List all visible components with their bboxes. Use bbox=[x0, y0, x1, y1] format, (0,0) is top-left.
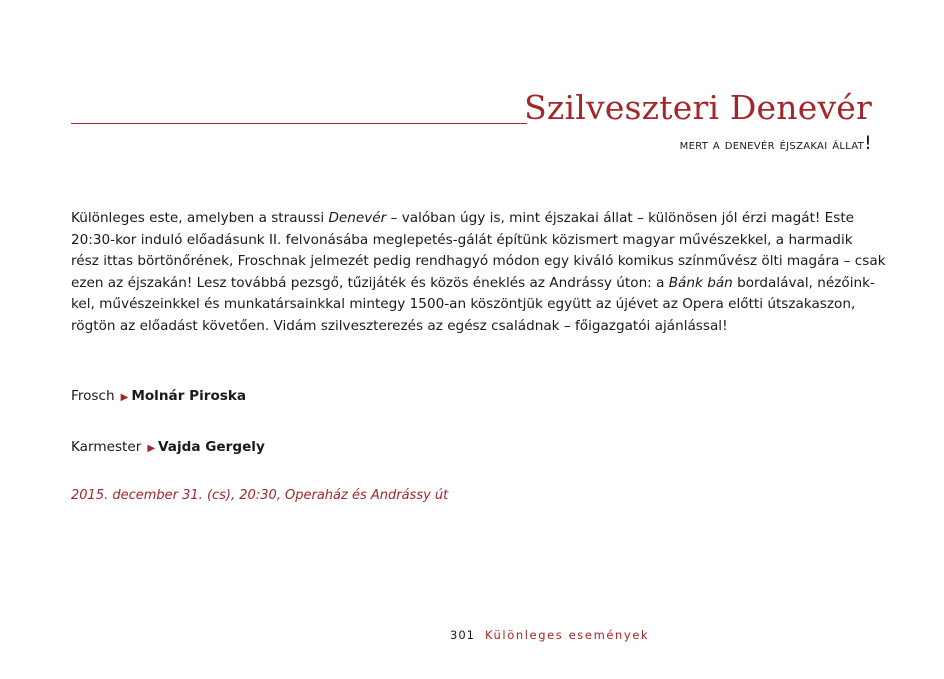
page-title: Szilveszteri Denevér bbox=[524, 88, 872, 127]
page-number: 301 bbox=[450, 628, 475, 642]
text-segment: – valóban úgy is, mint éjszakai állat – különösen jól érzi magát! Este bbox=[386, 210, 855, 226]
paragraph-line-4 bbox=[71, 273, 875, 295]
paragraph-line-2 bbox=[71, 230, 871, 252]
paragraph-line-6 bbox=[71, 316, 871, 338]
credit-role: Frosch bbox=[71, 388, 115, 404]
triangle-right-icon: ▶ bbox=[120, 392, 129, 403]
paragraph-line-1 bbox=[71, 208, 871, 230]
subtitle-exclamation: ! bbox=[864, 132, 872, 154]
page-footer bbox=[450, 628, 649, 642]
text-segment: bordalával, nézőink- bbox=[732, 274, 875, 291]
subtitle-text: mert a denevér éjszakai állat bbox=[679, 137, 865, 153]
credit-name: Molnár Piroska bbox=[131, 388, 247, 404]
description-paragraph bbox=[71, 208, 886, 338]
work-title-italic: Denevér bbox=[328, 210, 387, 226]
section-name: Különleges események bbox=[484, 628, 650, 642]
title-rule bbox=[71, 123, 527, 124]
page-subtitle bbox=[680, 132, 872, 154]
event-date-venue: 2015. december 31. (cs), 20:30, Operaház és Andrássy út bbox=[71, 488, 449, 503]
text-segment: kel, művészeinkkel és munkatársainkkal mintegy 1500-an köszöntjük együtt az újévet az Opera előtti útszakaszon, bbox=[71, 296, 856, 313]
credit-role: Karmester bbox=[71, 439, 142, 455]
work-title-italic: Bánk bán bbox=[668, 274, 733, 291]
text-segment: ezen az éjszakán! Lesz továbbá pezsgő, tűzijáték és közös éneklés az Andrássy úton: a bbox=[71, 274, 669, 291]
text-segment: 20:30-kor induló előadásunk II. felvonásába meglepetés-gálát építünk közismert magyar művészekkel, a harmadik bbox=[71, 231, 853, 248]
text-segment: rögtön az előadást követően. Vidám szilveszterezés az egész családnak – főigazgatói ajánlással! bbox=[71, 317, 728, 334]
credit-conductor bbox=[71, 439, 265, 455]
credit-frosch bbox=[71, 388, 246, 404]
text-segment: rész ittas börtönőrének, Froschnak jelmezét pedig rendhagyó módon egy kiváló komikus színművész ölti magára – csak bbox=[71, 253, 886, 270]
credit-name: Vajda Gergely bbox=[158, 439, 265, 455]
text-segment: Különleges este, amelyben a straussi bbox=[71, 210, 329, 226]
paragraph-line-3 bbox=[71, 251, 886, 273]
paragraph-line-5 bbox=[71, 294, 871, 316]
triangle-right-icon: ▶ bbox=[147, 443, 156, 454]
